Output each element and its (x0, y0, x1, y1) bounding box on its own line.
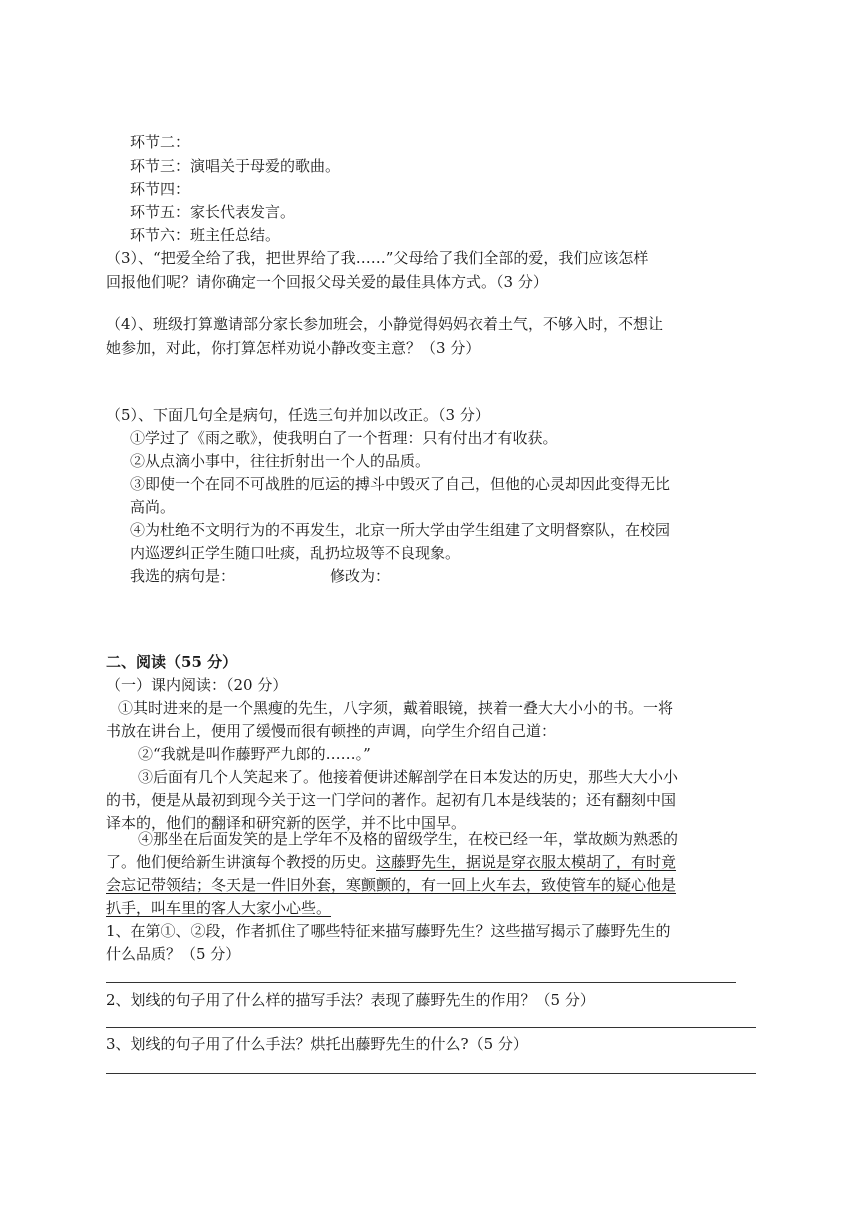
sick-sentence-1: ①学过了《雨之歌》，使我明白了一个哲理：只有付出才有收获。 (130, 429, 558, 447)
sick-sentence-4-cont: 内巡逻纠正学生随口吐痰，乱扔垃圾等不良现象。 (130, 544, 461, 562)
sick-sentence-3: ③即使一个在同不可战胜的厄运的搏斗中毁灭了自己，但他的心灵却因此变得无比 (130, 475, 671, 493)
reading-question-1: 1、在第①、②段，作者抓住了哪些特征来描写藤野先生？这些描写揭示了藤野先生的 (106, 922, 671, 940)
step-4: 环节四： (130, 180, 191, 198)
step-3: 环节三：演唱关于母爱的歌曲。 (130, 157, 341, 175)
question-3-line-1: （3）、“把爱全给了我，把世界给了我……”父母给了我们全部的爱，我们应该怎样 (106, 249, 649, 267)
passage-para-4: ④那坐在后面发笑的是上学年不及格的留级学生，在校已经一年，掌故颇为熟悉的 (138, 830, 679, 848)
sick-sentence-3-cont: 高尚。 (130, 498, 176, 516)
passage-para-4-cont-1 (106, 852, 676, 872)
chosen-sentence-label: 我选的病句是： (130, 567, 236, 585)
passage-para-2: ②“我就是叫作藤野严九郎的……。” (138, 745, 371, 763)
reading-heading: 二、阅读（55 分） (106, 653, 238, 671)
answer-line-1 (106, 982, 736, 983)
reading-question-3: 3、划线的句子用了什么手法？烘托出藤野先生的什么?（5 分） (106, 1035, 528, 1053)
correction-label: 修改为： (330, 567, 391, 585)
question-5-title: （5）、下面几句全是病句，任选三句并加以改正。（3 分） (106, 406, 490, 424)
underlined-sentence-cont-2: 扒手，叫车里的客人大家小心些。 (106, 899, 332, 917)
question-4-line-1: （4）、班级打算邀请部分家长参加班会，小静觉得妈妈衣着土气，不够入时，不想让 (106, 315, 664, 333)
question-4-line-2: 她参加，对此，你打算怎样劝说小静改变主意？（3 分） (106, 339, 481, 357)
answer-line-3 (106, 1073, 756, 1074)
reading-question-1-cont: 什么品质？（5 分） (106, 945, 241, 963)
passage-para-1: ①其时进来的是一个黑瘦的先生，八字须，戴着眼镜，挟着一叠大大小小的书。一将 (118, 699, 674, 717)
step-2: 环节二： (130, 133, 191, 151)
passage-plain-text: 了。他们便给新生讲演每个教授的历史。 (106, 853, 377, 871)
passage-para-3-cont-1: 的书，便是从最初到现今关于这一门学问的著作。起初有几本是线装的；还有翻刻中国 (106, 791, 677, 809)
question-3-line-2: 回报他们呢？请你确定一个回报父母关爱的最佳具体方式。（3 分） (106, 273, 548, 291)
step-5: 环节五：家长代表发言。 (130, 203, 296, 221)
passage-para-3: ③后面有几个人笑起来了。他接着便讲述解剖学在日本发达的历史，那些大大小小 (138, 768, 679, 786)
step-6: 环节六：班主任总结。 (130, 226, 281, 244)
reading-subheading: （一）课内阅读：（20 分） (106, 676, 288, 694)
underlined-sentence-start: 这藤野先生，据说是穿衣服太模胡了，有时竟 (376, 853, 677, 871)
passage-para-1-cont: 书放在讲台上，便用了缓慢而很有顿挫的声调，向学生介绍自己道： (106, 722, 557, 740)
answer-line-2 (106, 1027, 756, 1028)
underlined-sentence-cont-1: 会忘记带领结；冬天是一件旧外套，寒颤颤的，有一回上火车去，致使管车的疑心他是 (106, 876, 677, 894)
passage-para-3-cont-2: 译本的，他们的翻译和研究新的医学，并不比中国早。 (106, 814, 467, 832)
sick-sentence-2: ②从点滴小事中，往往折射出一个人的品质。 (130, 452, 431, 470)
reading-question-2: 2、划线的句子用了什么样的描写手法？表现了藤野先生的作用？（5 分） (106, 991, 595, 1009)
sick-sentence-4: ④为杜绝不文明行为的不再发生，北京一所大学由学生组建了文明督察队，在校园 (130, 521, 671, 539)
